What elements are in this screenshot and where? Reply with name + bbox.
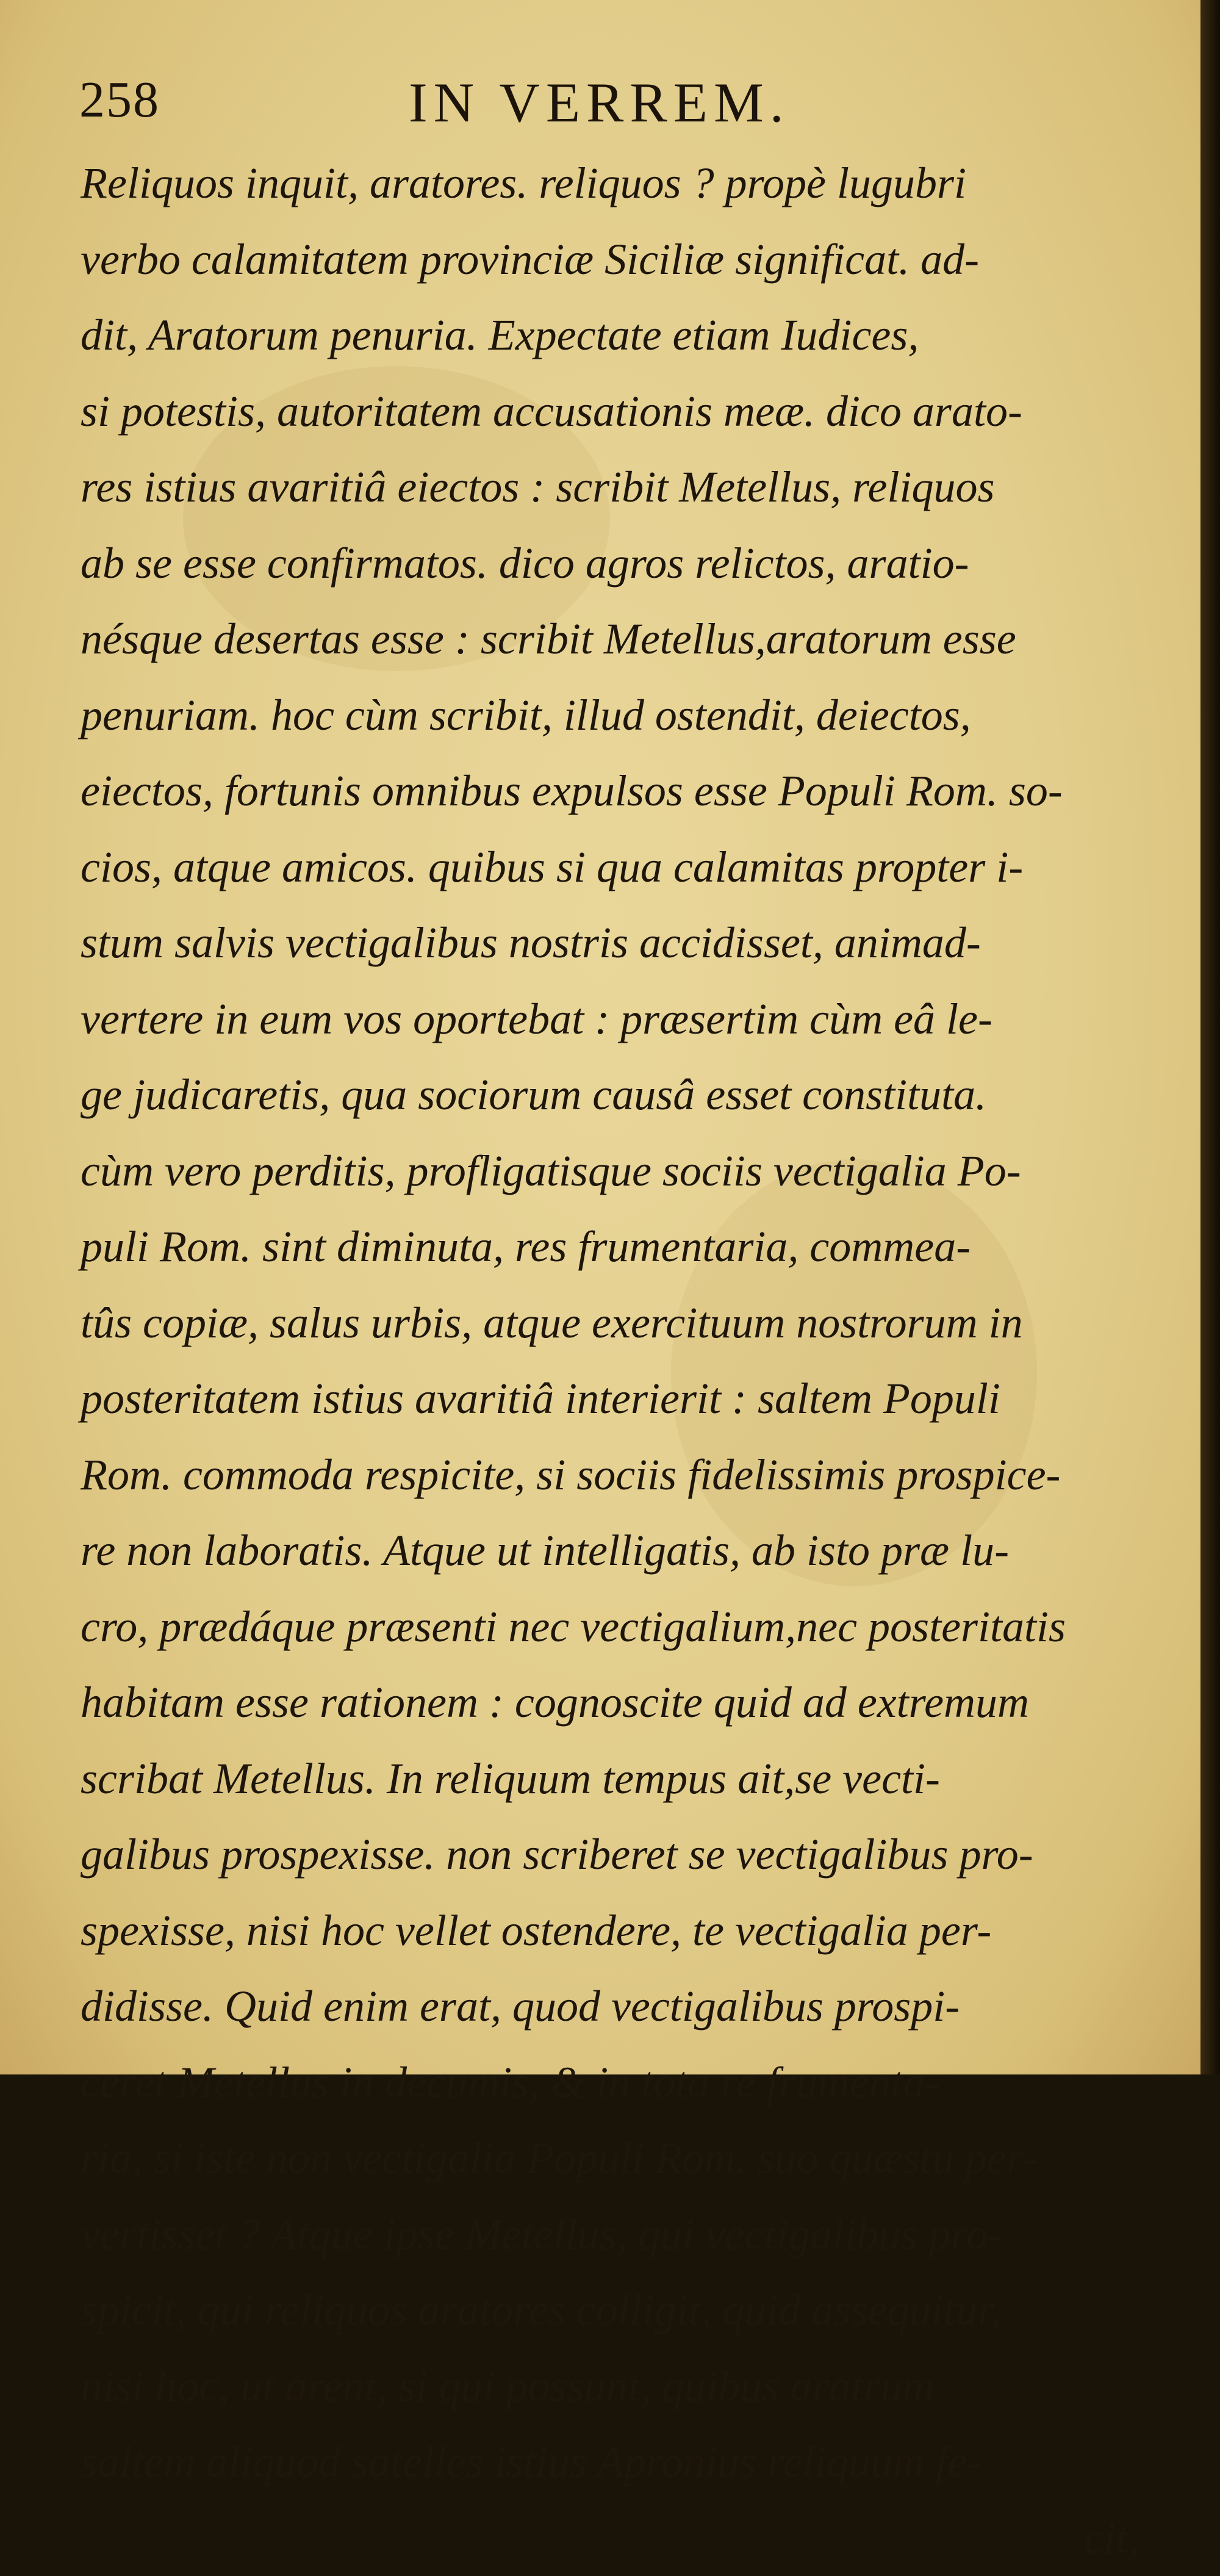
- text-line: si potestis, autoritatem accusationis meæ. dico arato-: [81, 373, 1139, 450]
- text-line: habitam esse rationem : cognoscite quid ad extremum: [81, 1664, 1139, 1741]
- text-line: cro, prædáque præsenti nec vectigalium,nec posteritatis: [81, 1589, 1139, 1665]
- text-line: saltem aliquod satelles istius Apronius reliquum fe-: [81, 2424, 1139, 2500]
- text-line: scribat Metellus. In reliquum tempus ait,se vecti-: [81, 1741, 1139, 1817]
- text-line: res istius avaritiâ eiectos : scribit Metellus, reliquos: [81, 449, 1139, 525]
- text-line: Reliquos inquit, aratores. reliquos ? propè lugubri: [81, 145, 1139, 221]
- running-title: IN VERREM.: [409, 70, 790, 135]
- text-line: vertere in eum vos oportebat : præsertim cùm eâ le-: [81, 981, 1139, 1057]
- text-line: eiectos, fortunis omnibus expulsos esse Populi Rom. so-: [81, 753, 1139, 829]
- text-line: cùm vero perditis, profligatisque sociis vectigalia Po-: [81, 1133, 1139, 1209]
- text-line: didisse. Quid enim erat, quod vectigalibus prospi-: [81, 1968, 1139, 2045]
- text-line: ceret Metellus in decumis, & in tota re frumenta-: [81, 2045, 1139, 2121]
- text-line: dit, Aratorum penuria. Expectate etiam Iudices,: [81, 297, 1139, 373]
- page-number: 258: [79, 70, 160, 129]
- text-line: Rom. commoda respicite, si sociis fidelissimis prospice-: [81, 1437, 1139, 1513]
- text-line: penuriam. hoc cùm scribit, illud ostendit, deiectos,: [81, 677, 1139, 754]
- text-line: ge judicaretis, qua sociorum causâ esset constituta.: [81, 1057, 1139, 1133]
- text-line: cios, atque amicos. quibus si qua calamitas propter i-: [81, 829, 1139, 905]
- text-line: nésque desertas esse : scribit Metellus,aratorum esse: [81, 601, 1139, 677]
- catchword: cit,: [81, 2500, 1139, 2576]
- text-line: posteritatem istius avaritiâ interierit : saltem Populi: [81, 1361, 1139, 1437]
- text-line: puli Rom. sint diminuta, res frumentaria, commea-: [81, 1209, 1139, 1285]
- binding-edge: [1200, 0, 1220, 2074]
- text-line: verbo calamitatem provinciæ Siciliæ significat. ad-: [81, 221, 1139, 298]
- text-line: spexisse, nisi hoc vellet ostendere, te vectigalia per-: [81, 1893, 1139, 1969]
- text-line: re non laboratis. Atque ut intelligatis, ab isto præ lu-: [81, 1513, 1139, 1589]
- text-line: vertisset ? Atque ipse Metellus, qui vectigalibus pro-: [81, 2196, 1139, 2273]
- text-line: nisi hoc, ut arent, si qui possunt, quibus aratrum: [81, 2348, 1139, 2425]
- body-text: [81, 145, 1139, 2576]
- page-header: [79, 70, 1153, 137]
- text-line: spicit, qui reliquos aratores colligit, quid assequitur,: [81, 2272, 1139, 2348]
- text-line: stum salvis vectigalibus nostris accidisset, animad-: [81, 905, 1139, 981]
- text-line: tûs copiæ, salus urbis, atque exercituum nostrorum in: [81, 1285, 1139, 1361]
- text-line: galibus prospexisse. non scriberet se vectigalibus pro-: [81, 1816, 1139, 1893]
- text-line: ab se esse confirmatos. dico agros relictos, aratio-: [81, 525, 1139, 602]
- text-line: ria, si iste non vectigalia Populi Rom. suo quæstu per-: [81, 2120, 1139, 2196]
